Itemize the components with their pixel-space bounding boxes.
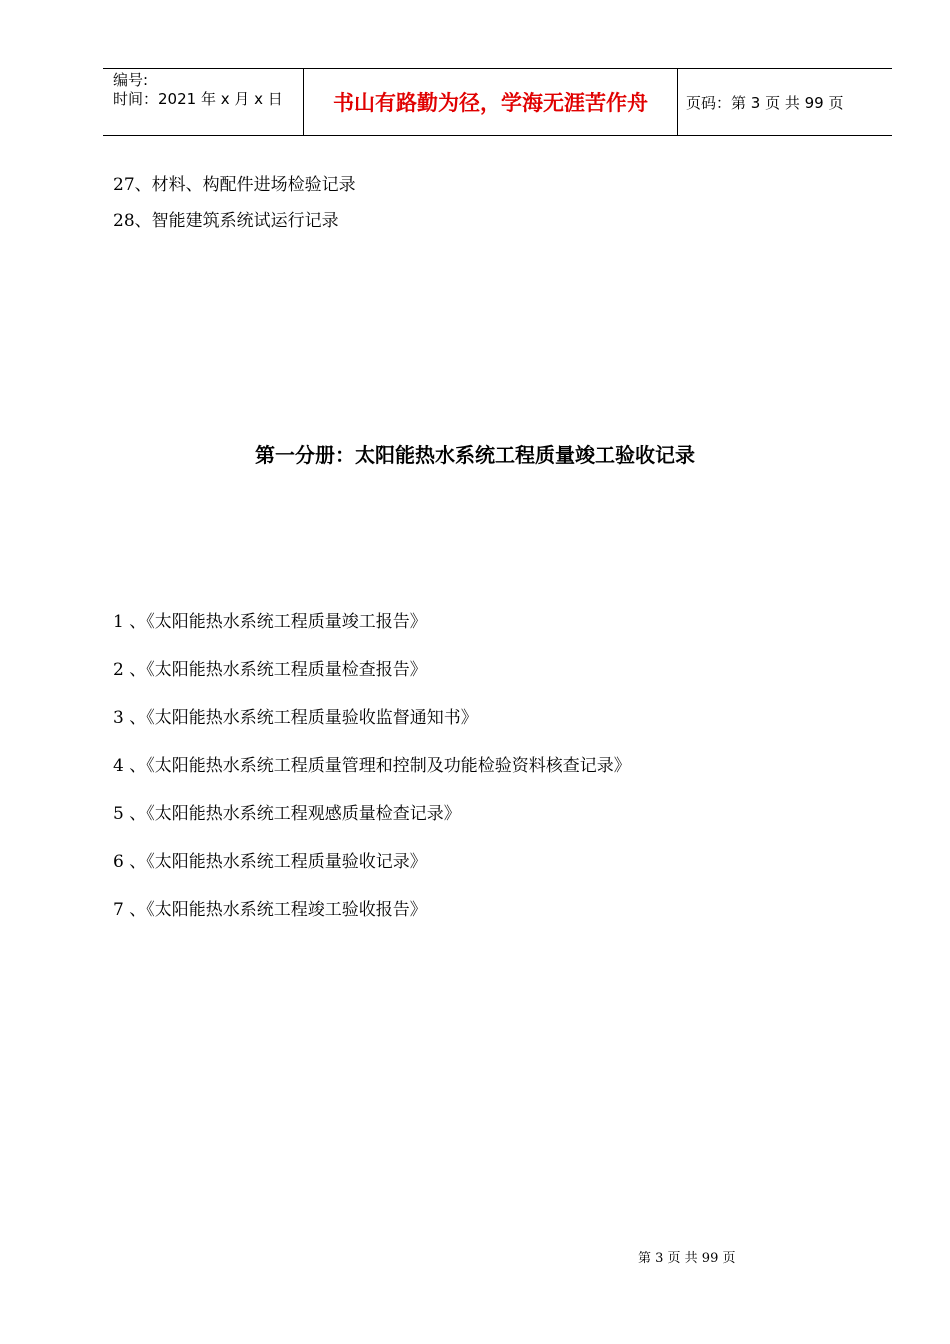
number-label: 编号: bbox=[113, 71, 149, 89]
header-motto: 书山有路勤为径，学海无涯苦作舟 bbox=[333, 91, 648, 115]
list-item: 2 、《太阳能热水系统工程质量检查报告》 bbox=[113, 660, 427, 680]
list-item: 27、材料、构配件进场检验记录 bbox=[113, 175, 356, 195]
list-item: 7 、《太阳能热水系统工程竣工验收报告》 bbox=[113, 900, 427, 920]
header-divider-right bbox=[677, 69, 678, 135]
list-item: 6 、《太阳能热水系统工程质量验收记录》 bbox=[113, 852, 427, 872]
list-item: 3 、《太阳能热水系统工程质量验收监督通知书》 bbox=[113, 708, 478, 728]
list-item: 1 、《太阳能热水系统工程质量竣工报告》 bbox=[113, 612, 427, 632]
page-header bbox=[103, 68, 892, 136]
header-meta bbox=[103, 69, 303, 135]
date-line: 时间：2021 年 x 月 x 日 bbox=[113, 90, 283, 108]
section-title: 第一分册：太阳能热水系统工程质量竣工验收记录 bbox=[255, 443, 695, 467]
list-item: 28、智能建筑系统试运行记录 bbox=[113, 211, 339, 231]
header-page-code: 页码：第 3 页 共 99 页 bbox=[686, 93, 844, 112]
page-footer: 第 3 页 共 99 页 bbox=[638, 1251, 736, 1266]
list-item: 4 、《太阳能热水系统工程质量管理和控制及功能检验资料核查记录》 bbox=[113, 756, 631, 776]
list-item: 5 、《太阳能热水系统工程观感质量检查记录》 bbox=[113, 804, 461, 824]
